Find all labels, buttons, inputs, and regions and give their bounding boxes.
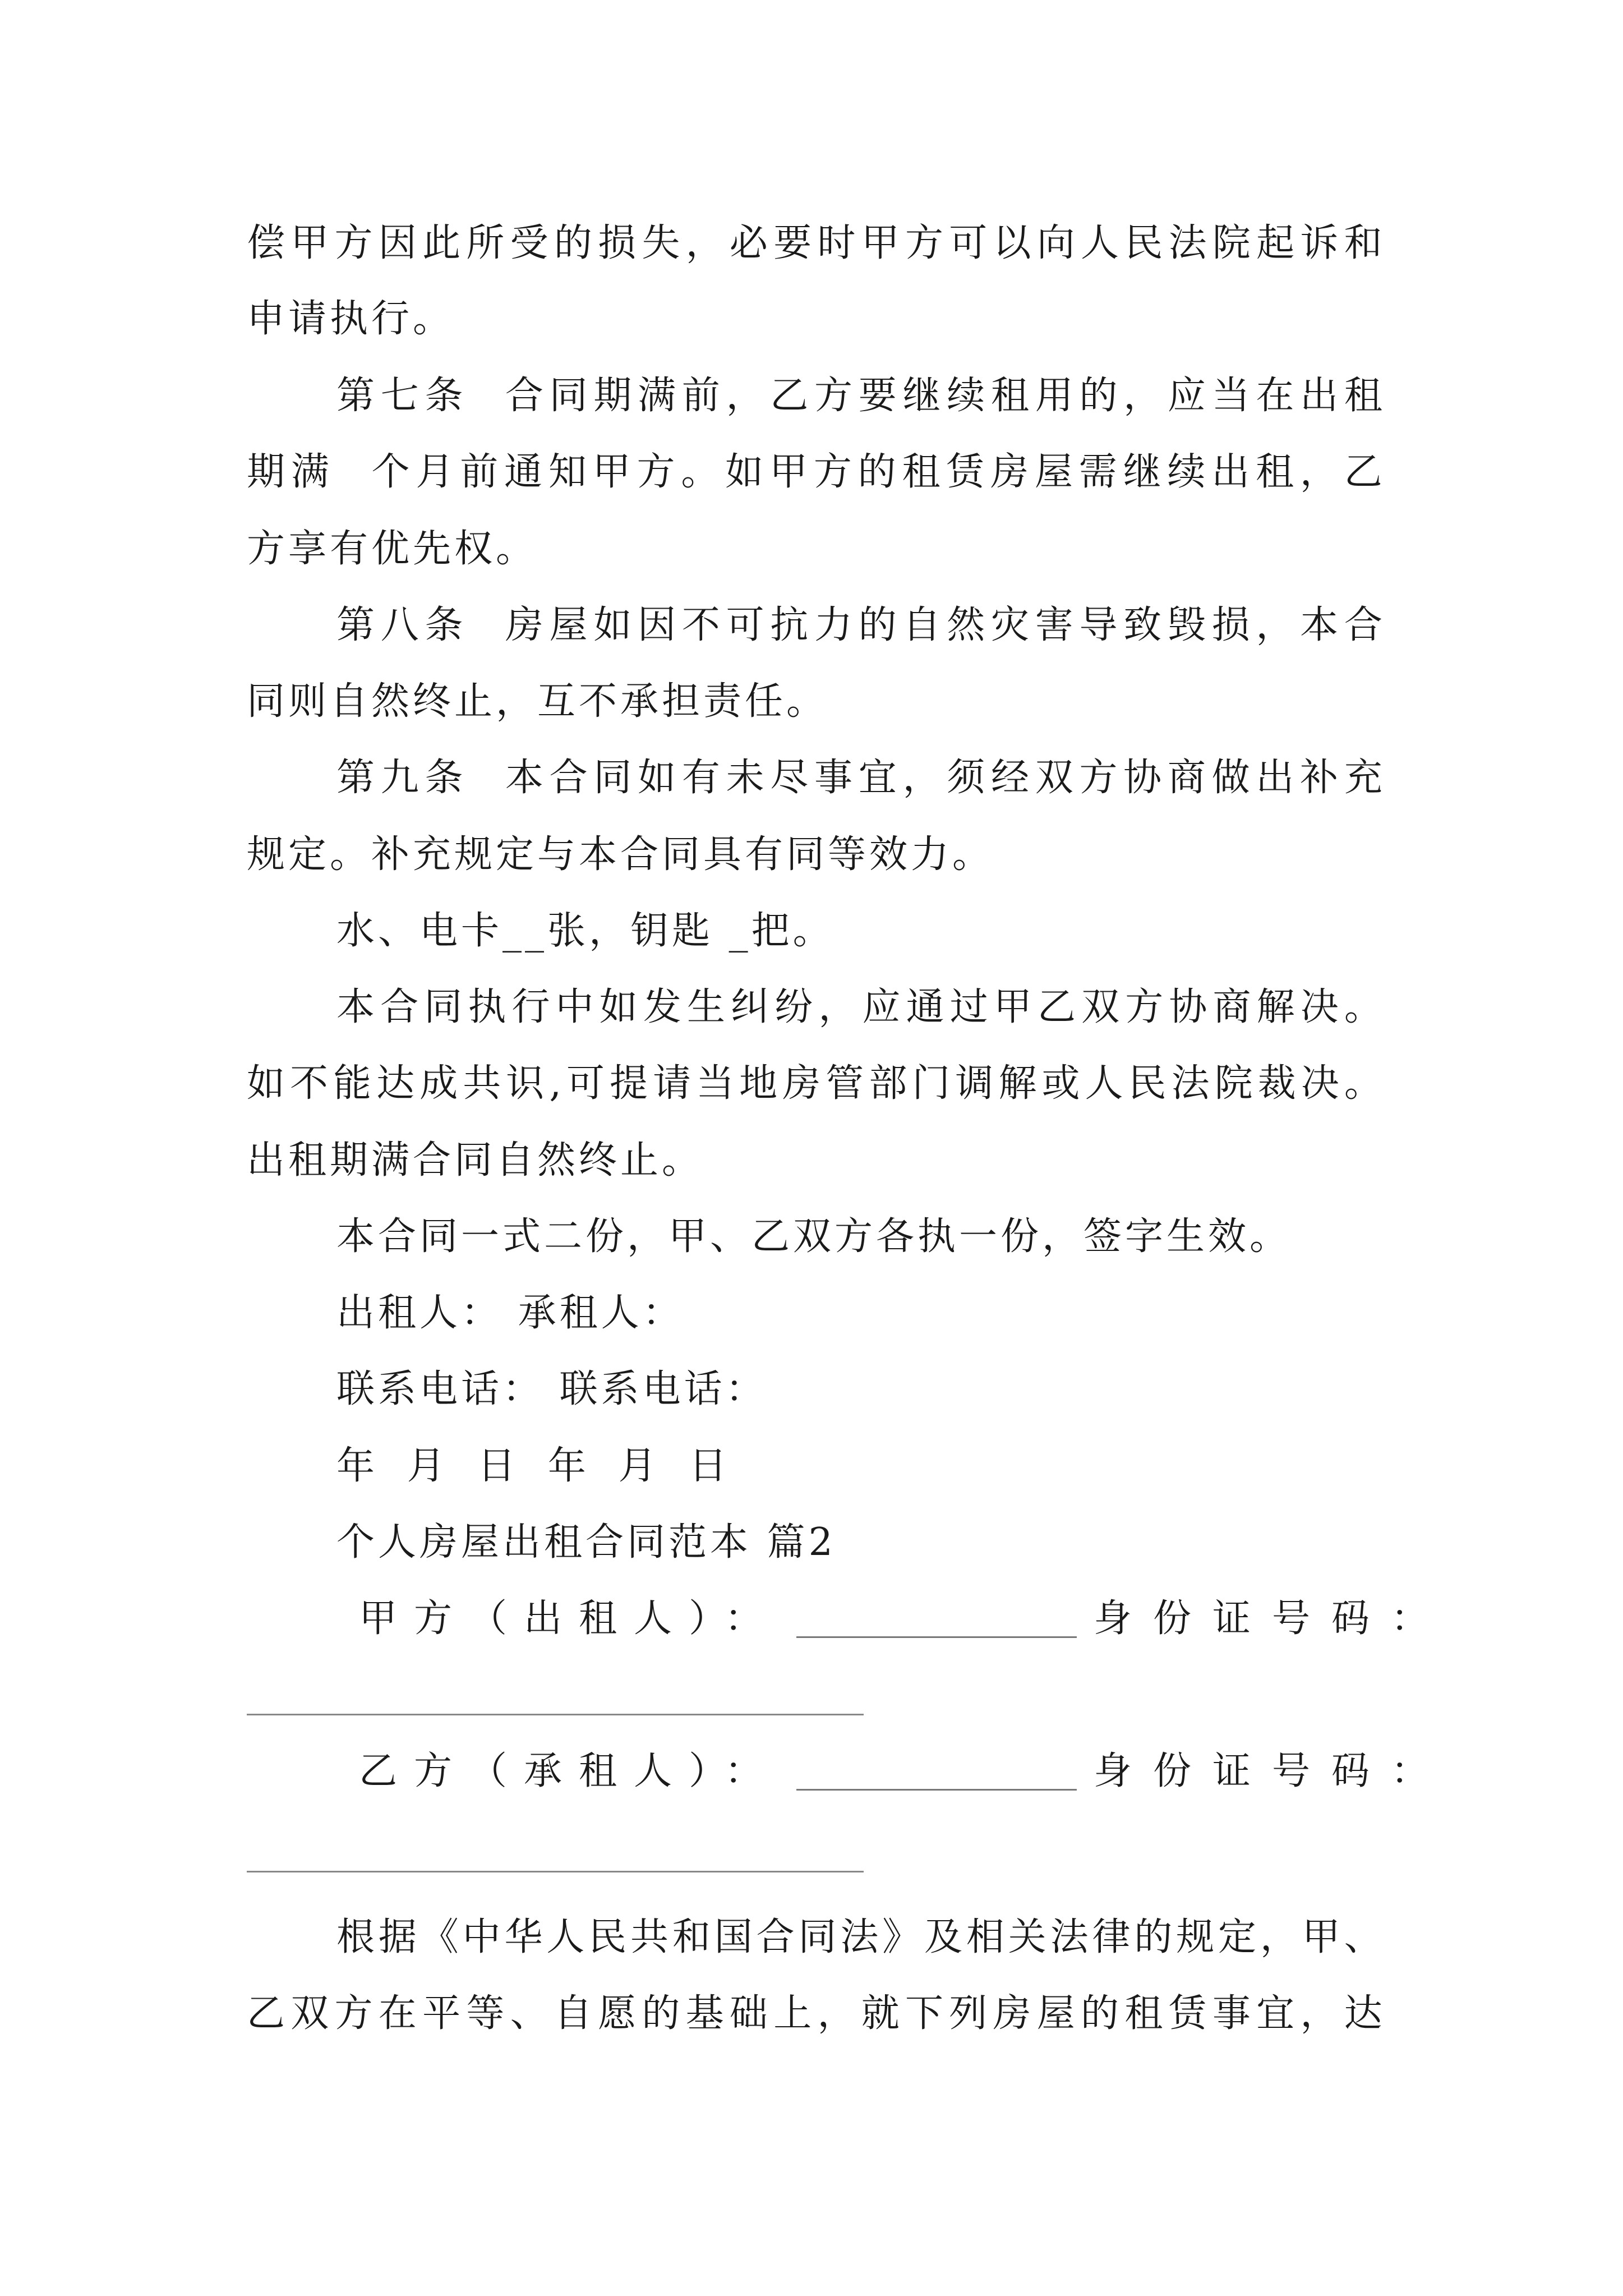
party-b-label: 乙方（承租人）： bbox=[359, 1749, 780, 1793]
paragraph-line: 如 不 能 达 成 共 识 , 可 提 请 当 地 房 管 部 门 调 解 或 人 民 法 院 裁 决 。 bbox=[247, 1061, 1382, 1106]
phone-line: 联系电话： 联系电话： bbox=[336, 1367, 767, 1411]
paragraph-line: 偿 甲 方 因 此 所 受 的 损 失 ， 必 要 时 甲 方 可 以 向 人 民 法 院 起 诉 和 bbox=[247, 221, 1382, 265]
section-heading: 个人房屋出租合同范本 篇2 bbox=[336, 1520, 836, 1565]
date-line: 年 月 日 年 月 日 bbox=[336, 1444, 737, 1488]
party-a-id-blank bbox=[247, 1714, 864, 1715]
paragraph-line: 乙 双 方 在 平 等 、 自 愿 的 基 础 上 ， 就 下 列 房 屋 的 租 赁 事 宜 ， 达 bbox=[247, 1991, 1382, 2036]
dispute-line: 本 合 同 执 行 中 如 发 生 纠 纷 ， 应 通 过 甲 乙 双 方 协 商 解 决 。 bbox=[336, 985, 1382, 1029]
paragraph-line: 同则自然终止，互不承担责任。 bbox=[247, 679, 828, 724]
copies-line: 本合同一式二份，甲、乙双方各执一份，签字生效。 bbox=[336, 1214, 1292, 1259]
keys-line: 水、电卡__张，钥匙 _把。 bbox=[336, 909, 834, 953]
party-a-label: 甲方（出租人）： bbox=[359, 1596, 780, 1641]
paragraph-line: 方享有优先权。 bbox=[247, 527, 538, 571]
paragraph-line: 期 满 个 月 前 通 知 甲 方 。 如 甲 方 的 租 赁 房 屋 需 继 续 出 租 ， 乙 bbox=[247, 450, 1382, 494]
party-b-id-label: 身份证号码： bbox=[1094, 1749, 1451, 1793]
article-9-line: 第 九 条 本 合 同 如 有 未 尽 事 宜 ， 须 经 双 方 协 商 做 出 补 充 bbox=[336, 756, 1382, 800]
party-b-id-blank bbox=[247, 1871, 864, 1872]
article-8-line: 第 八 条 房 屋 如 因 不 可 抗 力 的 自 然 灾 害 导 致 毁 损 ， 本 合 bbox=[336, 603, 1382, 647]
paragraph-line: 申请执行。 bbox=[247, 297, 455, 341]
party-a-name-blank bbox=[796, 1603, 1077, 1638]
party-a-line bbox=[359, 1596, 1451, 1641]
paragraph-line: 规定。补充规定与本合同具有同等效力。 bbox=[247, 832, 994, 877]
party-a-id-label: 身份证号码： bbox=[1094, 1596, 1451, 1641]
paragraph-line: 根 据 《 中 华 人 民 共 和 国 合 同 法 》 及 相 关 法 律 的 规 定 ， 甲 、 bbox=[336, 1915, 1382, 1959]
party-b-name-blank bbox=[796, 1755, 1077, 1791]
party-b-line bbox=[359, 1749, 1451, 1793]
article-7-line: 第 七 条 合 同 期 满 前 ， 乙 方 要 继 续 租 用 的 ， 应 当 在 出 租 bbox=[336, 374, 1382, 418]
paragraph-line: 出租期满合同自然终止。 bbox=[247, 1138, 704, 1182]
signatory-line: 出租人： 承租人： bbox=[336, 1291, 684, 1335]
